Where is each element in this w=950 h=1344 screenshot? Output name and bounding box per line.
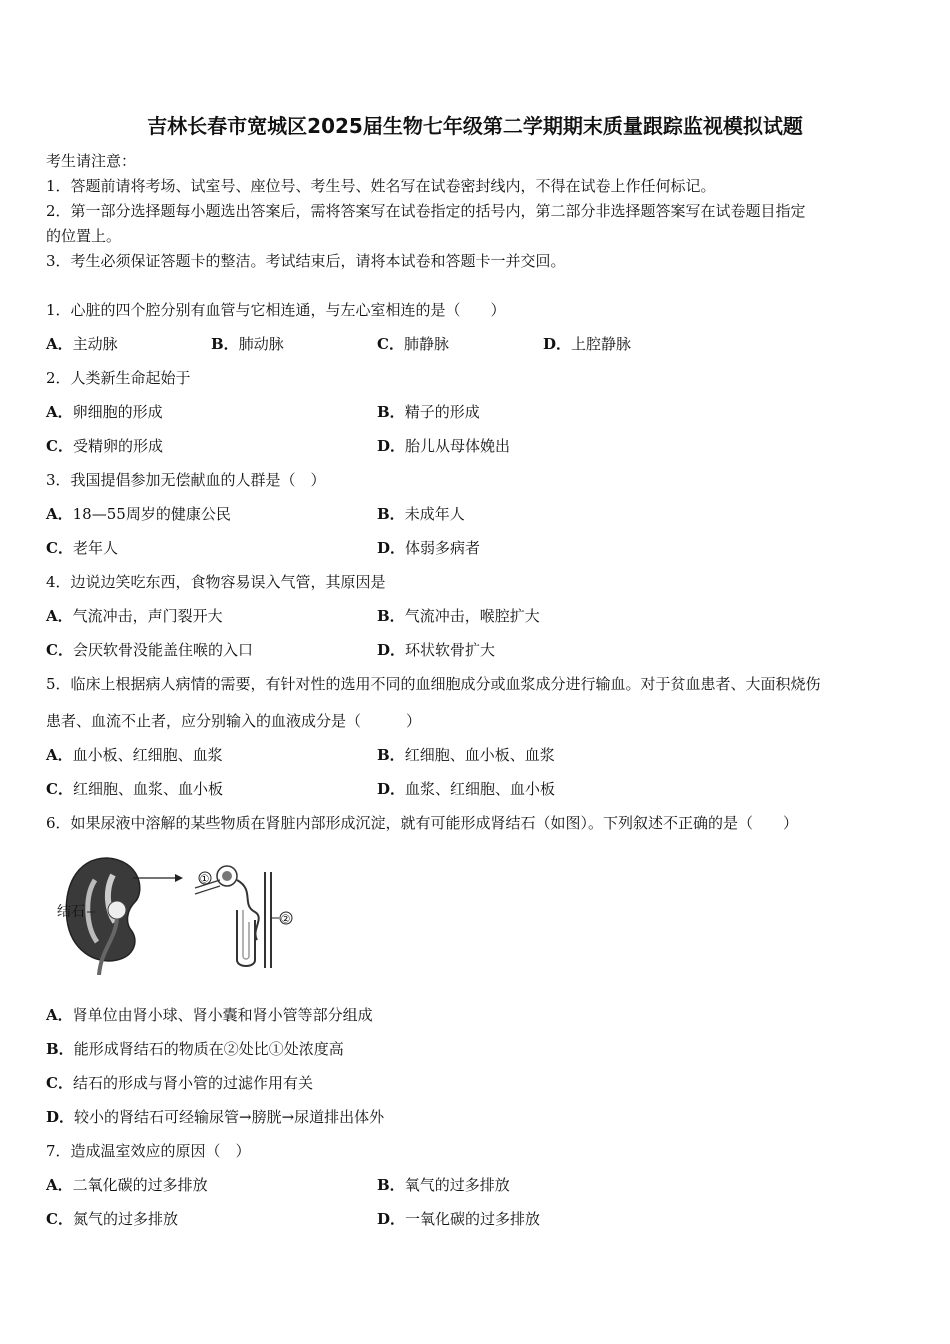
label-1: ①	[199, 872, 210, 886]
q1-option-a: A．主动脉	[46, 335, 118, 353]
question-5-stem: 5．临床上根据病人病情的需要，有针对性的选用不同的血细胞成分或血浆成分进行输血。对于贫血患者、大面积烧伤	[46, 675, 821, 693]
q2-option-b: B．精子的形成	[377, 403, 480, 421]
q6-option-d: D．较小的肾结石可经输尿管→膀胱→尿道排出体外	[46, 1108, 385, 1126]
page-title: 吉林长春市宽城区2025届生物七年级第二学期期末质量跟踪监视模拟试题	[147, 114, 803, 138]
q1-option-b: B．肺动脉	[211, 335, 284, 353]
question-3-stem: 3．我国提倡参加无偿献血的人群是（ ）	[46, 471, 326, 489]
q1-option-c: C．肺静脉	[377, 335, 449, 353]
q5-option-b: B．红细胞、血小板、血浆	[377, 746, 555, 764]
q4-option-d: D．环状软骨扩大	[377, 641, 496, 659]
notice-heading: 考生请注意：	[46, 152, 137, 170]
q3-option-b: B．未成年人	[377, 505, 465, 523]
q5-option-c: C．红细胞、血浆、血小板	[46, 780, 223, 798]
q7-option-b: B．氧气的过多排放	[377, 1176, 510, 1194]
q2-option-d: D．胎儿从母体娩出	[377, 437, 511, 455]
q3-option-a: A．18—55周岁的健康公民	[46, 505, 231, 523]
q2-option-c: C．受精卵的形成	[46, 437, 163, 455]
question-6-stem: 6．如果尿液中溶解的某些物质在肾脏内部形成沉淀，就有可能形成肾结石（如图）。下列叙述不正确的是（ ）	[46, 814, 799, 832]
q2-option-a: A．卵细胞的形成	[46, 403, 163, 421]
q7-option-a: A．二氧化碳的过多排放	[46, 1176, 208, 1194]
q3-option-d: D．体弱多病者	[377, 539, 481, 557]
notice-item-3: 3．考生必须保证答题卡的整洁。考试结束后，请将本试卷和答题卡一并交回。	[46, 252, 566, 270]
kidney-nephron-figure	[55, 850, 305, 975]
question-5-stem-cont: 患者、血流不止者，应分别输入的血液成分是（ ）	[46, 712, 422, 730]
question-7-stem: 7．造成温室效应的原因（ ）	[46, 1142, 251, 1160]
q4-option-b: B．气流冲击，喉腔扩大	[377, 607, 540, 625]
stone-label: 结石	[57, 904, 85, 920]
q4-option-a: A．气流冲击，声门裂开大	[46, 607, 223, 625]
notice-item-2-cont: 的位置上。	[46, 227, 122, 245]
notice-item-1: 1．答题前请将考场、试室号、座位号、考生号、姓名写在试卷密封线内，不得在试卷上作任何标记。	[46, 177, 716, 195]
notice-item-2: 2．第一部分选择题每小题选出答案后，需将答案写在试卷指定的括号内，第二部分非选择题答案写在试卷题目指定	[46, 202, 806, 220]
question-2-stem: 2．人类新生命起始于	[46, 369, 191, 387]
question-1-stem: 1．心脏的四个腔分别有血管与它相连通，与左心室相连的是（ ）	[46, 301, 506, 319]
q4-option-c: C．会厌软骨没能盖住喉的入口	[46, 641, 253, 659]
q7-option-c: C．氮气的过多排放	[46, 1210, 178, 1228]
q7-option-d: D．一氧化碳的过多排放	[377, 1210, 541, 1228]
q3-option-c: C．老年人	[46, 539, 118, 557]
label-2: ②	[280, 912, 291, 926]
question-4-stem: 4．边说边笑吃东西，食物容易误入气管，其原因是	[46, 573, 386, 591]
q5-option-d: D．血浆、红细胞、血小板	[377, 780, 556, 798]
q6-option-a: A．肾单位由肾小球、肾小囊和肾小管等部分组成	[46, 1006, 373, 1024]
q5-option-a: A．血小板、红细胞、血浆	[46, 746, 223, 764]
q6-option-b: B．能形成肾结石的物质在②处比①处浓度高	[46, 1040, 344, 1058]
q6-option-c: C．结石的形成与肾小管的过滤作用有关	[46, 1074, 313, 1092]
q1-option-d: D．上腔静脉	[543, 335, 632, 353]
